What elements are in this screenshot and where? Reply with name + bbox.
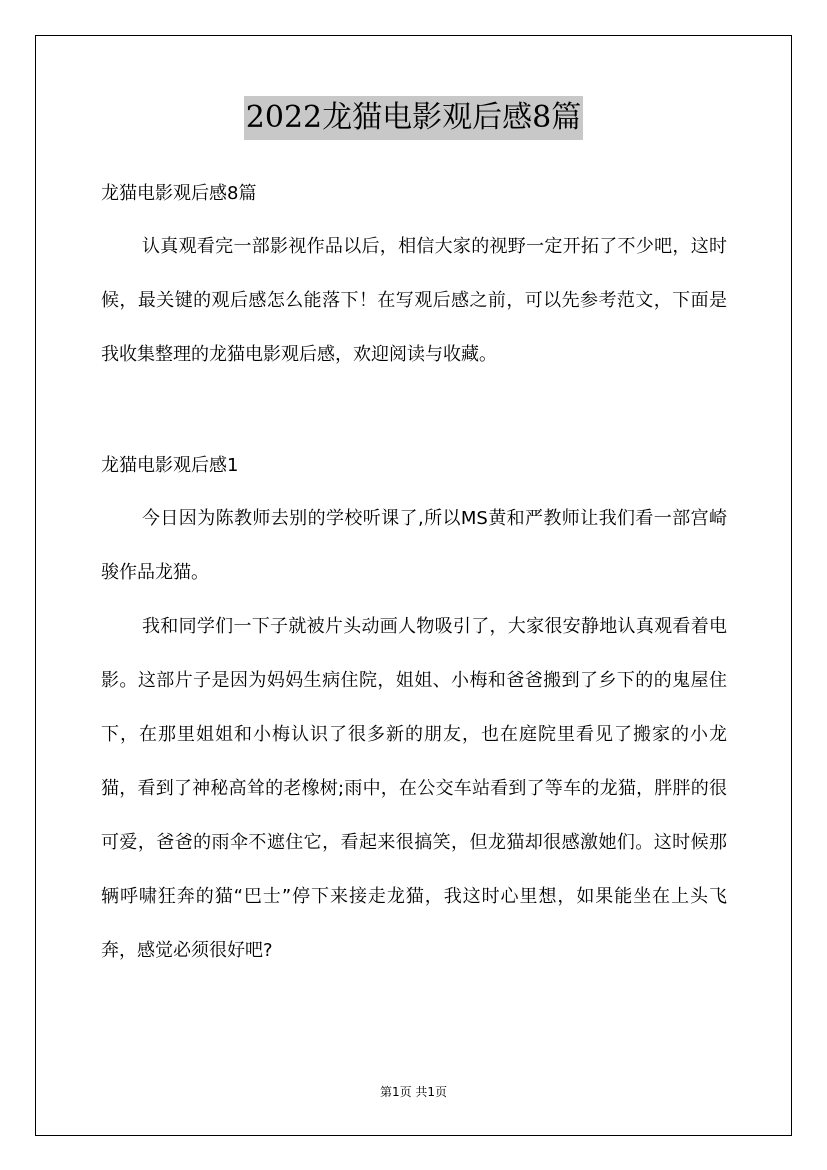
- document-subtitle: 龙猫电影观后感8篇: [101, 183, 257, 204]
- section-heading: 龙猫电影观后感1: [101, 455, 239, 476]
- section-paragraph-1: 今日因为陈教师去别的学校听课了,所以MS黄和严教师让我们看一部宫崎骏作品龙猫。: [101, 508, 727, 583]
- document-title: 2022龙猫电影观后感8篇: [244, 96, 583, 140]
- intro-paragraph: 认真观看完一部影视作品以后，相信大家的视野一定开拓了不少吧，这时候，最关键的观后感怎么能落下！在写观后感之前，可以先参考范文，下面是我收集整理的龙猫电影观后感，欢迎阅读与收藏。: [101, 236, 727, 365]
- section-paragraph-2: 我和同学们一下子就被片头动画人物吸引了，大家很安静地认真观看着电影。这部片子是因为妈妈生病住院，姐姐、小梅和爸爸搬到了乡下的的鬼屋住下，在那里姐姐和小梅认识了很多新的朋友，也在庭院里看见了搬家的小龙猫，看到了神秘高耸的老橡树;雨中，在公交车站看到了等车的龙猫，胖胖的很可爱，爸爸的雨伞不遮住它，看起来很搞笑，但龙猫却很感激她们。这时候那辆呼啸狂奔的猫“巴士”停下来接走龙猫，我这时心里想，如果能坐在上头飞奔，感觉必须很好吧?: [101, 616, 727, 961]
- title-container: [0, 96, 827, 140]
- page-number: 第1页 共1页: [379, 1085, 448, 1099]
